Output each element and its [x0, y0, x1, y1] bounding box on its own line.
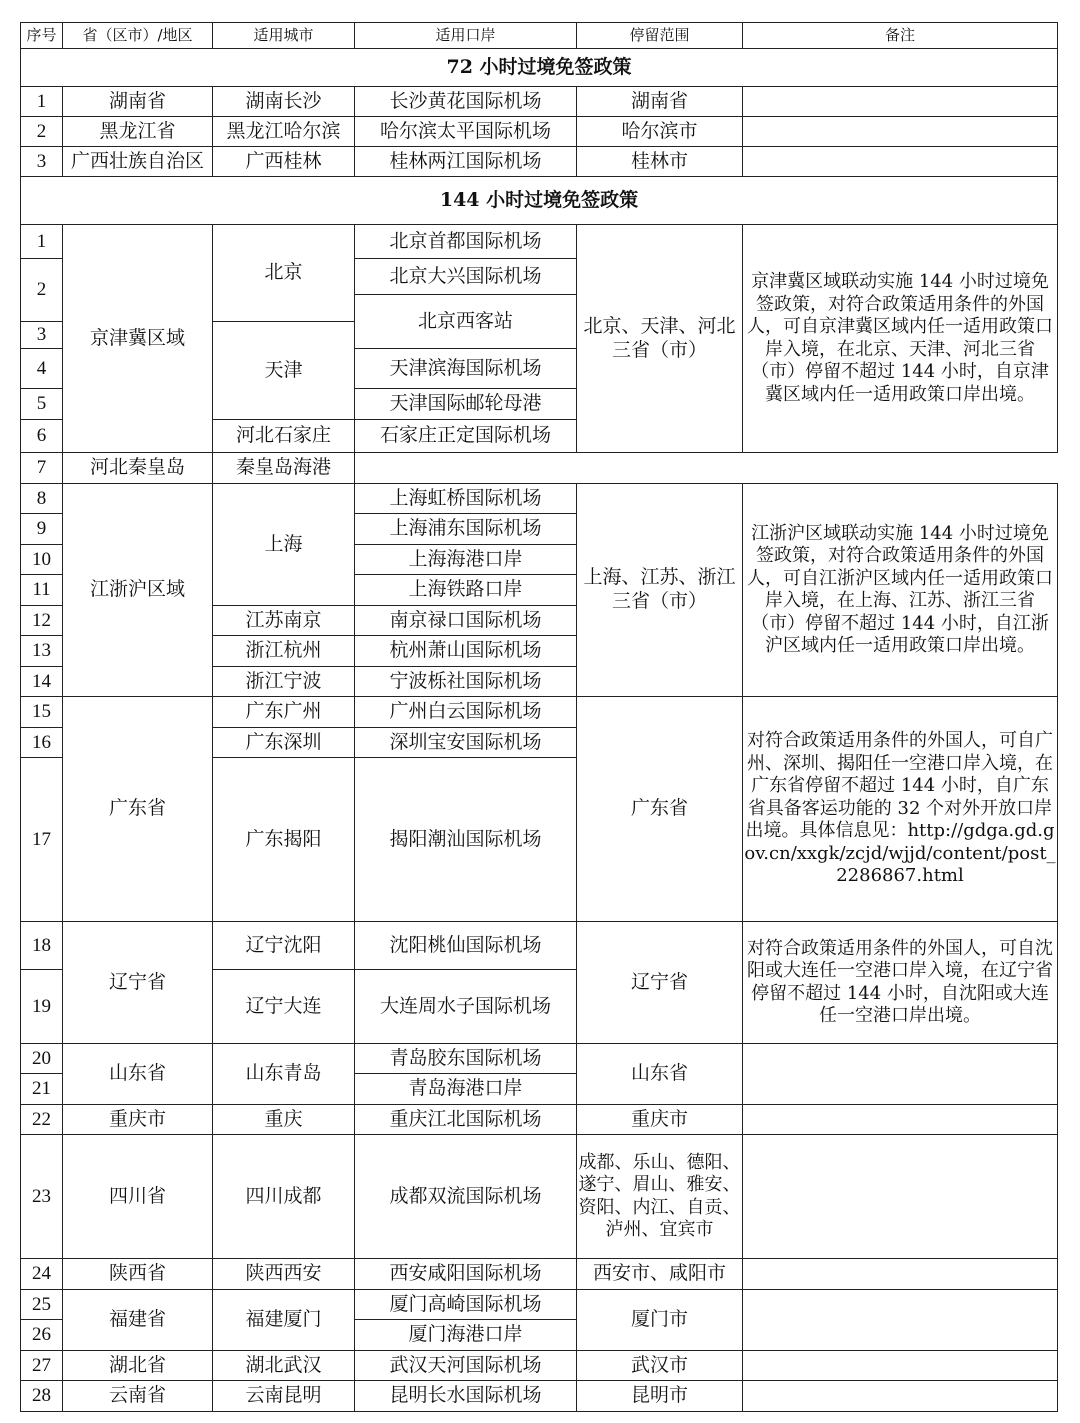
row-number: 5 [21, 389, 63, 420]
city-cell: 辽宁沈阳 [213, 922, 355, 970]
port-cell: 天津滨海国际机场 [355, 349, 577, 389]
city-cell: 湖南长沙 [213, 87, 355, 117]
port-cell: 大连周水子国际机场 [355, 970, 577, 1044]
province-cell: 广西壮族自治区 [63, 147, 213, 177]
row-number: 18 [21, 922, 63, 970]
port-cell: 上海铁路口岸 [355, 575, 577, 606]
port-cell: 青岛海港口岸 [355, 1074, 577, 1105]
port-cell: 广州白云国际机场 [355, 697, 577, 728]
port-cell: 沈阳桃仙国际机场 [355, 922, 577, 970]
city-cell: 四川成都 [213, 1135, 355, 1259]
table-row [21, 697, 1058, 728]
note-cell [743, 1351, 1058, 1381]
port-cell: 南京禄口国际机场 [355, 606, 577, 636]
note-cell [743, 1381, 1058, 1412]
province-cell: 辽宁省 [63, 922, 213, 1044]
note-cell [743, 1259, 1058, 1290]
table-row [21, 225, 1058, 259]
port-cell: 厦门海港口岸 [355, 1320, 577, 1351]
port-cell: 深圳宝安国际机场 [355, 728, 577, 758]
row-number: 24 [21, 1259, 63, 1290]
note-cell [743, 1044, 1058, 1105]
range-cell: 辽宁省 [577, 922, 743, 1044]
city-cell: 湖北武汉 [213, 1351, 355, 1381]
city-cell: 河北秦皇岛 [63, 453, 213, 484]
city-cell: 广东揭阳 [213, 758, 355, 922]
row-number: 2 [21, 259, 63, 322]
range-cell: 山东省 [577, 1044, 743, 1105]
province-cell: 重庆市 [63, 1105, 213, 1135]
province-cell: 陕西省 [63, 1259, 213, 1290]
row-number: 23 [21, 1135, 63, 1259]
port-cell: 武汉天河国际机场 [355, 1351, 577, 1381]
row-number: 20 [21, 1044, 63, 1074]
row-number: 2 [21, 117, 63, 147]
row-number: 26 [21, 1320, 63, 1351]
header-row [21, 23, 1058, 49]
row-number: 10 [21, 545, 63, 575]
row-number: 4 [21, 349, 63, 389]
city-cell: 黑龙江哈尔滨 [213, 117, 355, 147]
note-cell: 江浙沪区域联动实施 144 小时过境免签政策，对符合政策适用条件的外国人，可自江浙沪区域内任一适用政策口岸入境，在上海、江苏、浙江三省（市）停留不超过 144 小时，自江浙沪区域内任一适用政策口岸出境。 [743, 484, 1058, 697]
port-cell: 天津国际邮轮母港 [355, 389, 577, 420]
province-cell: 京津冀区域 [63, 225, 213, 453]
note-cell [743, 1135, 1058, 1259]
port-cell: 北京大兴国际机场 [355, 259, 577, 295]
province-cell: 四川省 [63, 1135, 213, 1259]
table-row [21, 1351, 1058, 1381]
province-cell: 湖北省 [63, 1351, 213, 1381]
city-cell: 浙江杭州 [213, 636, 355, 667]
province-cell: 山东省 [63, 1044, 213, 1105]
port-cell: 西安咸阳国际机场 [355, 1259, 577, 1290]
table-row [21, 1259, 1058, 1290]
range-cell: 昆明市 [577, 1381, 743, 1412]
port-cell: 上海海港口岸 [355, 545, 577, 575]
transit-visa-table [20, 22, 1058, 1412]
city-cell: 广东深圳 [213, 728, 355, 758]
city-cell: 重庆 [213, 1105, 355, 1135]
header-range: 停留范围 [577, 23, 743, 49]
city-cell: 广西桂林 [213, 147, 355, 177]
table-row [21, 484, 1058, 514]
range-cell: 湖南省 [577, 87, 743, 117]
row-number: 1 [21, 87, 63, 117]
note-cell: 对符合政策适用条件的外国人，可自沈阳或大连任一空港口岸入境，在辽宁省停留不超过 144 小时，自沈阳或大连任一空港口岸出境。 [743, 922, 1058, 1044]
province-cell: 江浙沪区域 [63, 484, 213, 697]
section-title-144h: 144 小时过境免签政策 [21, 177, 1058, 225]
note-cell: 京津冀区域联动实施 144 小时过境免签政策，对符合政策适用条件的外国人，可自京津冀区域内任一适用政策口岸入境，在北京、天津、河北三省（市）停留不超过 144 小时，自京津冀区域内任一适用政策口岸出境。 [743, 225, 1058, 453]
row-number: 15 [21, 697, 63, 728]
row-number: 6 [21, 420, 63, 453]
row-number: 21 [21, 1074, 63, 1105]
section-title-row [21, 177, 1058, 225]
table-row [21, 453, 1058, 484]
city-cell: 山东青岛 [213, 1044, 355, 1105]
table-row [21, 117, 1058, 147]
row-number: 27 [21, 1351, 63, 1381]
port-cell: 杭州萧山国际机场 [355, 636, 577, 667]
province-cell: 福建省 [63, 1290, 213, 1351]
city-cell: 浙江宁波 [213, 667, 355, 697]
table-row [21, 1105, 1058, 1135]
port-cell: 上海虹桥国际机场 [355, 484, 577, 514]
port-cell: 长沙黄花国际机场 [355, 87, 577, 117]
row-number: 16 [21, 728, 63, 758]
province-cell: 黑龙江省 [63, 117, 213, 147]
row-number: 13 [21, 636, 63, 667]
note-cell [743, 87, 1058, 117]
city-cell: 上海 [213, 484, 355, 606]
header-port: 适用口岸 [355, 23, 577, 49]
row-number: 14 [21, 667, 63, 697]
header-note: 备注 [743, 23, 1058, 49]
range-cell: 成都、乐山、德阳、遂宁、眉山、雅安、资阳、内江、自贡、泸州、宜宾市 [577, 1135, 743, 1259]
table-row [21, 1044, 1058, 1074]
row-number: 9 [21, 514, 63, 545]
port-cell: 重庆江北国际机场 [355, 1105, 577, 1135]
range-cell: 广东省 [577, 697, 743, 922]
row-number: 17 [21, 758, 63, 922]
port-cell: 上海浦东国际机场 [355, 514, 577, 545]
port-cell: 揭阳潮汕国际机场 [355, 758, 577, 922]
note-cell [743, 1105, 1058, 1135]
range-cell: 哈尔滨市 [577, 117, 743, 147]
port-cell: 成都双流国际机场 [355, 1135, 577, 1259]
table-row [21, 1381, 1058, 1412]
city-cell: 北京 [213, 225, 355, 322]
province-cell: 湖南省 [63, 87, 213, 117]
note-cell [743, 147, 1058, 177]
row-number: 19 [21, 970, 63, 1044]
port-cell: 昆明长水国际机场 [355, 1381, 577, 1412]
port-cell: 宁波栎社国际机场 [355, 667, 577, 697]
port-cell: 青岛胶东国际机场 [355, 1044, 577, 1074]
city-cell: 云南昆明 [213, 1381, 355, 1412]
table-row [21, 147, 1058, 177]
city-cell: 广东广州 [213, 697, 355, 728]
table-row [21, 922, 1058, 970]
header-province: 省（区市）/地区 [63, 23, 213, 49]
port-cell: 哈尔滨太平国际机场 [355, 117, 577, 147]
header-no: 序号 [21, 23, 63, 49]
port-cell: 北京西客站 [355, 295, 577, 349]
range-cell: 西安市、咸阳市 [577, 1259, 743, 1290]
port-cell: 秦皇岛海港 [213, 453, 355, 484]
port-cell: 石家庄正定国际机场 [355, 420, 577, 453]
range-cell: 重庆市 [577, 1105, 743, 1135]
port-cell: 厦门高崎国际机场 [355, 1290, 577, 1320]
city-cell: 河北石家庄 [213, 420, 355, 453]
table-row [21, 87, 1058, 117]
row-number: 3 [21, 322, 63, 349]
note-cell [743, 1290, 1058, 1351]
row-number: 1 [21, 225, 63, 259]
header-city: 适用城市 [213, 23, 355, 49]
port-cell: 北京首都国际机场 [355, 225, 577, 259]
city-cell: 福建厦门 [213, 1290, 355, 1351]
row-number: 25 [21, 1290, 63, 1320]
city-cell: 辽宁大连 [213, 970, 355, 1044]
range-cell: 厦门市 [577, 1290, 743, 1351]
range-cell: 桂林市 [577, 147, 743, 177]
range-cell: 北京、天津、河北三省（市） [577, 225, 743, 453]
province-cell: 广东省 [63, 697, 213, 922]
row-number: 3 [21, 147, 63, 177]
range-cell: 上海、江苏、浙江三省（市） [577, 484, 743, 697]
row-number: 12 [21, 606, 63, 636]
range-cell: 武汉市 [577, 1351, 743, 1381]
note-cell [743, 117, 1058, 147]
section-title-row [21, 49, 1058, 87]
row-number: 7 [21, 453, 63, 484]
table-row [21, 1135, 1058, 1259]
province-cell: 云南省 [63, 1381, 213, 1412]
city-cell: 天津 [213, 322, 355, 420]
city-cell: 江苏南京 [213, 606, 355, 636]
row-number: 28 [21, 1381, 63, 1412]
row-number: 8 [21, 484, 63, 514]
note-cell: 对符合政策适用条件的外国人，可自广州、深圳、揭阳任一空港口岸入境，在广东省停留不超过 144 小时，自广东省具备客运功能的 32 个对外开放口岸出境。具体信息见：http://gdga.gd.gov.cn/xxgk/zcjd/wjjd/content/post_2286867.html [743, 697, 1058, 922]
row-number: 22 [21, 1105, 63, 1135]
city-cell: 陕西西安 [213, 1259, 355, 1290]
port-cell: 桂林两江国际机场 [355, 147, 577, 177]
section-title-72h: 72 小时过境免签政策 [21, 49, 1058, 87]
table-row [21, 1290, 1058, 1320]
row-number: 11 [21, 575, 63, 606]
